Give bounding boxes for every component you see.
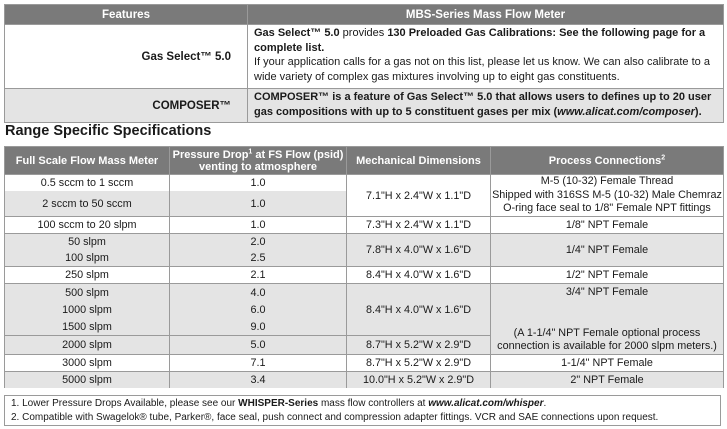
flow-cell: 0.5 sccm to 1 sccm bbox=[5, 175, 170, 192]
product-header: MBS-Series Mass Flow Meter bbox=[248, 5, 724, 25]
gas-calibrations-note: 130 Preloaded Gas Calibrations: See the following page for a complete list. bbox=[254, 27, 706, 54]
gas-select-row bbox=[5, 25, 724, 89]
composer-description bbox=[248, 89, 724, 123]
dims-cell: 8.4"H x 4.0"W x 1.6"D bbox=[347, 284, 491, 336]
flow-cell: 2 sccm to 50 sccm bbox=[5, 191, 170, 217]
dims-header: Mechanical Dimensions bbox=[347, 147, 491, 175]
gas-select-label: Gas Select™ 5.0 bbox=[5, 25, 248, 89]
flow-cell: 3000 slpm bbox=[5, 354, 170, 371]
composer-link[interactable]: www.alicat.com/composer bbox=[557, 105, 695, 118]
proc-header-sup: 2 bbox=[661, 153, 666, 161]
dims-cell: 7.1"H x 2.4"W x 1.1"D bbox=[347, 175, 491, 217]
gas-select-name: Gas Select™ 5.0 bbox=[254, 27, 340, 39]
table-row bbox=[5, 175, 724, 192]
table-row bbox=[5, 284, 724, 302]
composer-text: COMPOSER™ is a feature of Gas Select™ 5.0 that allows users to defines up to 20 user gas compositions with up to 5 constituent gases per mix ( bbox=[254, 91, 712, 118]
table-row bbox=[5, 267, 724, 284]
pressure-cell: 5.0 bbox=[170, 336, 347, 354]
whisper-series: WHISPER-Series bbox=[238, 398, 319, 409]
dims-cell: 7.8"H x 4.0"W x 1.6"D bbox=[347, 234, 491, 267]
proc-note: (A 1-1/4" NPT Female optional process bbox=[513, 326, 701, 339]
flow-cell: 1500 slpm bbox=[5, 318, 170, 336]
pressure-cell: 2.1 bbox=[170, 267, 347, 284]
proc-cell: 1/8" NPT Female bbox=[491, 217, 724, 234]
composer-text-end: ). bbox=[694, 105, 702, 118]
flow-cell: 100 slpm bbox=[5, 250, 170, 267]
proc-header bbox=[491, 147, 724, 175]
proc-cell bbox=[491, 284, 724, 355]
spec-header-row bbox=[5, 147, 724, 175]
pressure-cell: 2.5 bbox=[170, 250, 347, 267]
table-row bbox=[5, 234, 724, 251]
pressure-header-a: Pressure Drop bbox=[172, 148, 249, 161]
proc-cell: 2" NPT Female bbox=[491, 371, 724, 388]
table-row bbox=[5, 354, 724, 371]
whisper-link[interactable]: www.alicat.com/whisper bbox=[428, 398, 544, 409]
pressure-header-c: venting to atmosphere bbox=[199, 160, 317, 173]
proc-cell: 1/2" NPT Female bbox=[491, 267, 724, 284]
proc-cell: 1-1/4" NPT Female bbox=[491, 354, 724, 371]
pressure-header bbox=[170, 147, 347, 175]
pressure-cell: 2.0 bbox=[170, 234, 347, 251]
footnote-1-c: mass flow controllers at bbox=[318, 398, 429, 409]
gas-calibration-request: If your application calls for a gas not on this list, please let us know. We can also calibrate to a wide variety of complex gas mixtures involving up to eight gas constituents. bbox=[254, 56, 710, 83]
features-table bbox=[4, 4, 724, 123]
flow-cell: 50 slpm bbox=[5, 234, 170, 251]
pressure-header-sup: 1 bbox=[248, 147, 253, 155]
proc-cell bbox=[491, 175, 724, 217]
gas-select-description bbox=[248, 25, 724, 89]
composer-row bbox=[5, 89, 724, 123]
pressure-cell: 3.4 bbox=[170, 371, 347, 388]
dims-cell: 7.3"H x 2.4"W x 1.1"D bbox=[347, 217, 491, 234]
composer-label: COMPOSER™ bbox=[5, 89, 248, 123]
flow-cell: 100 sccm to 20 slpm bbox=[5, 217, 170, 234]
proc-line: M-5 (10-32) Female Thread bbox=[540, 175, 674, 188]
gas-select-provides: provides bbox=[339, 27, 388, 39]
features-header: Features bbox=[5, 5, 248, 25]
pressure-cell: 1.0 bbox=[170, 217, 347, 234]
footnote-1-d: . bbox=[543, 398, 547, 409]
proc-line: Shipped with 316SS M-5 (10-32) Male Chemraz bbox=[492, 188, 722, 201]
footnote-2: 2. Compatible with Swagelok® tube, Parker®, face seal, push connect and compression adapter fittings. VCR and SAE connections upon request. bbox=[11, 411, 659, 423]
flow-cell: 5000 slpm bbox=[5, 371, 170, 388]
flow-header: Full Scale Flow Mass Meter bbox=[5, 147, 170, 175]
flow-cell: 250 slpm bbox=[5, 267, 170, 284]
footnote-1-a: 1. Lower Pressure Drops Available, please see our bbox=[11, 398, 239, 409]
dims-cell: 8.7"H x 5.2"W x 2.9"D bbox=[347, 336, 491, 354]
pressure-cell: 6.0 bbox=[170, 301, 347, 318]
flow-cell: 500 slpm bbox=[5, 284, 170, 302]
features-header-row bbox=[5, 5, 724, 25]
proc-note: connection is available for 2000 slpm meters.) bbox=[497, 340, 717, 352]
spec-table bbox=[4, 146, 724, 388]
pressure-cell: 1.0 bbox=[170, 191, 347, 217]
flow-cell: 1000 slpm bbox=[5, 301, 170, 318]
footnotes bbox=[4, 395, 721, 426]
pressure-header-b: at FS Flow (psid) bbox=[252, 148, 344, 161]
proc-header-text: Process Connections bbox=[548, 154, 662, 167]
proc-line: 3/4" NPT Female bbox=[565, 286, 649, 298]
pressure-cell: 9.0 bbox=[170, 318, 347, 336]
pressure-cell: 4.0 bbox=[170, 284, 347, 302]
proc-cell: 1/4" NPT Female bbox=[491, 234, 724, 267]
dims-cell: 10.0"H x 5.2"W x 2.9"D bbox=[347, 371, 491, 388]
pressure-cell: 7.1 bbox=[170, 354, 347, 371]
flow-cell: 2000 slpm bbox=[5, 336, 170, 354]
dims-cell: 8.4"H x 4.0"W x 1.6"D bbox=[347, 267, 491, 284]
proc-line: O-ring face seal to 1/8" Female NPT fittings bbox=[503, 202, 711, 215]
table-row bbox=[5, 217, 724, 234]
footnote-1 bbox=[11, 397, 720, 411]
range-heading: Range Specific Specifications bbox=[5, 123, 212, 139]
table-row bbox=[5, 371, 724, 388]
dims-cell: 8.7"H x 5.2"W x 2.9"D bbox=[347, 354, 491, 371]
pressure-cell: 1.0 bbox=[170, 175, 347, 192]
